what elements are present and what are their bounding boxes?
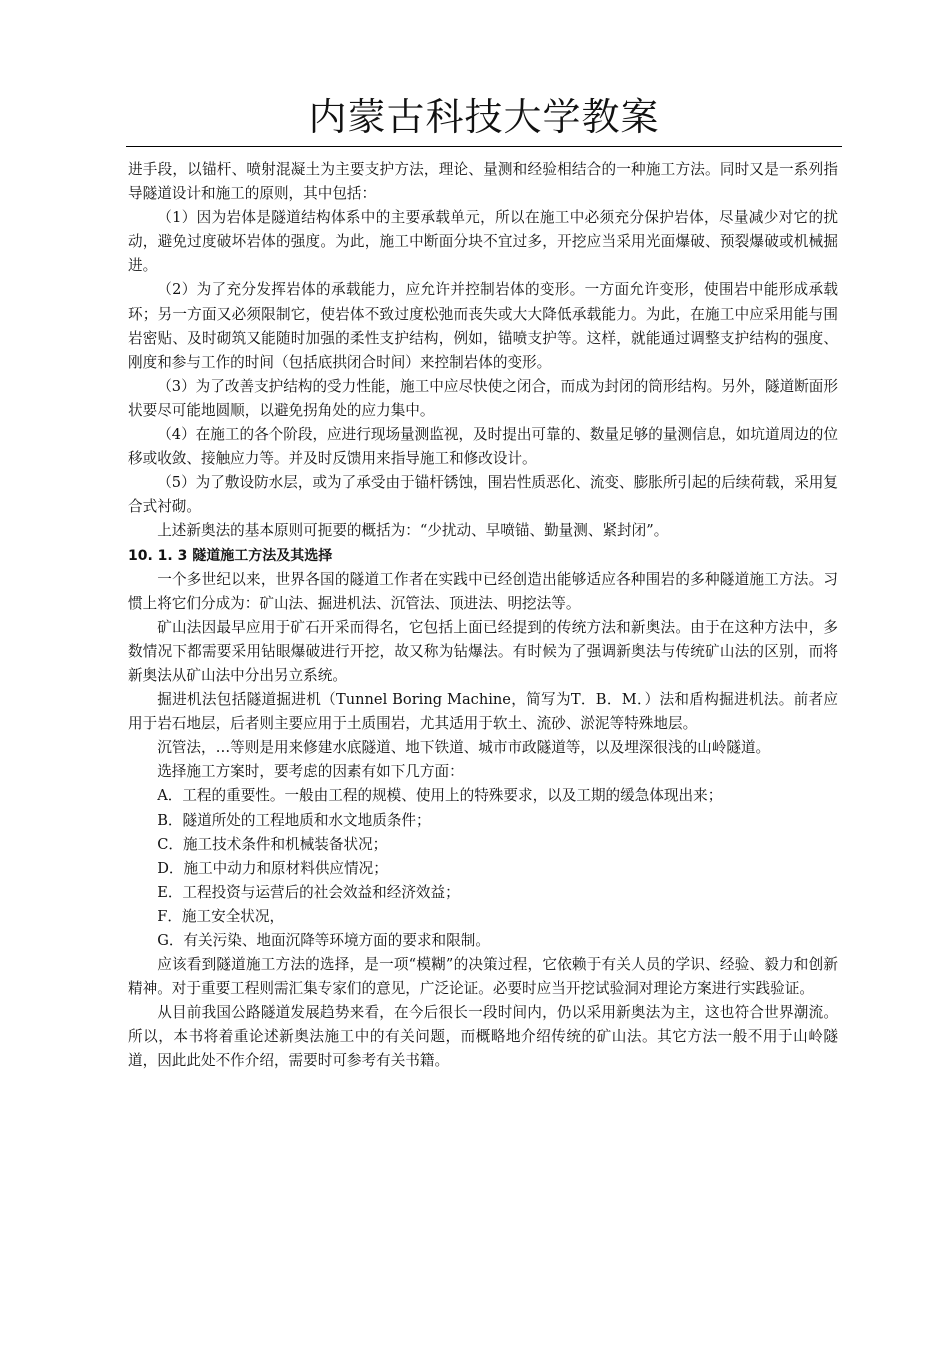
paragraph: 掘进机法包括隧道掘进机（Tunnel Boring Machine，简写为T．B．M．）法和盾构掘进机法。前者应用于岩石地层，后者则主要应用于土质围岩，尤其适用于软土、流砂、淤泥等特殊地层。 [128, 691, 838, 733]
factor-item: C．施工技术条件和机械装备状况； [157, 835, 388, 853]
factor-item: D．施工中动力和原材料供应情况； [157, 859, 388, 877]
paragraph: 选择施工方案时，要考虑的因素有如下几方面： [157, 763, 464, 781]
section-title: 隧道施工方法及其选择 [192, 547, 333, 564]
paragraph: 进手段，以锚杆、喷射混凝土为主要支护方法，理论、量测和经验相结合的一种施工方法。同时又是一系列指导隧道设计和施工的原则，其中包括： [128, 161, 838, 203]
factor-item: E．工程投资与运营后的社会效益和经济效益； [157, 883, 460, 901]
factor-item: A．工程的重要性。一般由工程的规模、使用上的特殊要求，以及工期的缓急体现出来； [157, 787, 723, 805]
principle-5: （5）为了敷设防水层，或为了承受由于锚杆锈蚀，围岩性质恶化、流变、膨胀所引起的后续荷载，采用复合式衬砌。 [128, 474, 838, 516]
paragraph: 应该看到隧道施工方法的选择，是一项“模糊”的决策过程，它依赖于有关人员的学识、经验、毅力和创新精神。对于重要工程则需汇集专家们的意见，广泛论证。必要时应当开挖试验洞对理论方案进行实践验证。 [128, 956, 838, 998]
principle-2: （2）为了充分发挥岩体的承载能力，应允许并控制岩体的变形。一方面允许变形，使围岩中能形成承载环；另一方面又必须限制它，使岩体不致过度松弛而丧失或大大降低承载能力。为此，在施工中应采用能与围岩密贴、及时砌筑又能随时加强的柔性支护结构，例如，锚喷支护等。这样，就能通过调整支护结构的强度、刚度和参与工作的时间（包括底拱闭合时间）来控制岩体的变形。 [128, 281, 838, 371]
principle-4: （4）在施工的各个阶段，应进行现场量测监视，及时提出可靠的、数量足够的量测信息，如坑道周边的位移或收敛、接触应力等。并及时反馈用来指导施工和修改设计。 [128, 426, 838, 468]
principle-1: （1）因为岩体是隧道结构体系中的主要承载单元，所以在施工中必须充分保护岩体，尽量减少对它的扰动，避免过度破坏岩体的强度。为此，施工中断面分块不宜过多，开挖应当采用光面爆破、预裂爆破或机械掘进。 [128, 209, 838, 275]
factor-item: F．施工安全状况， [157, 907, 285, 925]
paragraph: 从目前我国公路隧道发展趋势来看，在今后很长一段时间内，仍以采用新奥法为主，这也符合世界潮流。所以，本书将着重论述新奥法施工中的有关问题，而概略地介绍传统的矿山法。其它方法一般不用于山岭隧道，因此此处不作介绍，需要时可参考有关书籍。 [128, 1004, 838, 1070]
principle-3: （3）为了改善支护结构的受力性能，施工中应尽快使之闭合，而成为封闭的筒形结构。另外，隧道断面形状要尽可能地圆顺，以避免拐角处的应力集中。 [128, 377, 838, 419]
paragraph: 矿山法因最早应用于矿石开采而得名，它包括上面已经提到的传统方法和新奥法。由于在这种方法中，多数情况下都需要采用钻眼爆破进行开挖，故又称为钻爆法。有时候为了强调新奥法与传统矿山法的区别，而将新奥法从矿山法中分出另立系统。 [128, 618, 838, 684]
page-header-title: 内蒙古科技大学教案 [308, 95, 660, 139]
section-number: 10. 1. 3 [128, 547, 188, 564]
factor-item: B．隧道所处的工程地质和水文地质条件； [157, 811, 431, 829]
section-heading [128, 544, 838, 568]
factor-item: G．有关污染、地面沉降等环境方面的要求和限制。 [157, 932, 490, 949]
document-body [128, 158, 838, 1074]
paragraph: 一个多世纪以来，世界各国的隧道工作者在实践中已经创造出能够适应各种围岩的多种隧道施工方法。习惯上将它们分成为：矿山法、掘进机法、沉管法、顶进法、明挖法等。 [128, 570, 838, 612]
paragraph: 沉管法，…等则是用来修建水底隧道、地下铁道、城市市政隧道等，以及埋深很浅的山岭隧道。 [157, 739, 771, 757]
principles-summary: 上述新奥法的基本原则可扼要的概括为：“少扰动、早喷锚、勤量测、紧封闭”。 [157, 522, 669, 540]
header-divider [126, 146, 842, 147]
